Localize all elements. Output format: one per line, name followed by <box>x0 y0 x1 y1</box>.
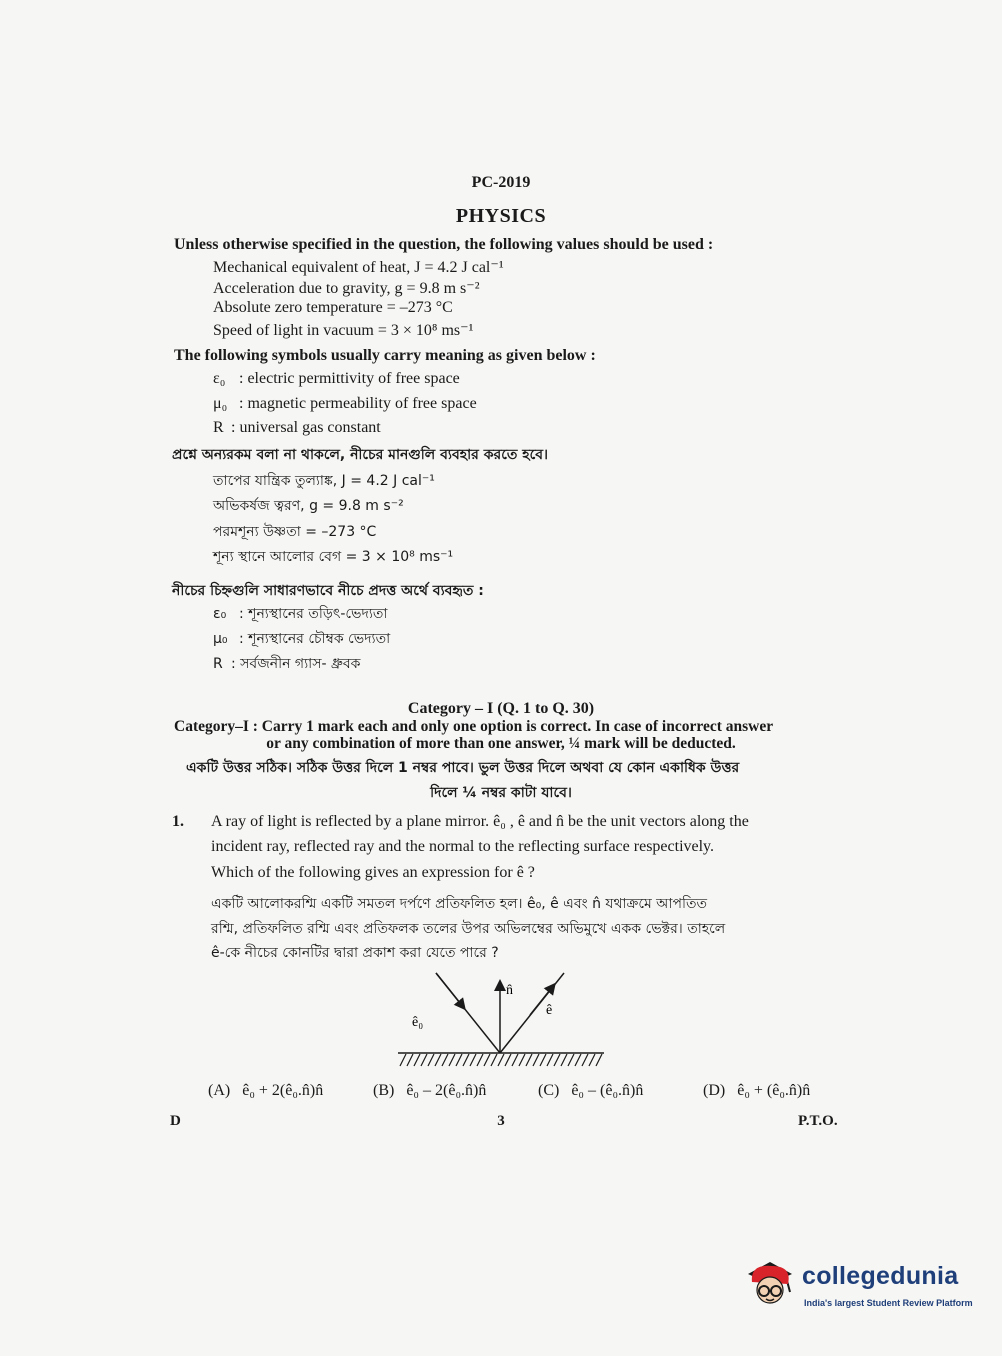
mirror-hatching <box>400 1054 602 1066</box>
option-expression: ê₀ – 2(ê₀.n̂)n̂ <box>406 1082 487 1099</box>
paper-code: PC-2019 <box>471 174 531 191</box>
constant-line-bn: অভিকর্ষজ ত্বরণ, g = 9.8 m s⁻² <box>213 498 404 514</box>
option-label: (B) <box>373 1082 395 1099</box>
constant-line-bn: তাপের যান্ত্রিক তুল্যাঙ্ক, J = 4.2 J cal⁻¹ <box>213 473 435 489</box>
option-d[interactable] <box>703 1082 810 1100</box>
option-label: (C) <box>538 1082 560 1099</box>
normal-label: n̂ <box>506 983 513 998</box>
constant-line: Acceleration due to gravity, g = 9.8 m s⁻² <box>213 280 480 297</box>
question-number: 1. <box>172 813 184 830</box>
subject-title: PHYSICS <box>455 205 547 227</box>
symbol: μ₀ <box>213 631 228 647</box>
incident-label: ê₀ <box>412 1015 424 1030</box>
category-rule-bn: একটি উত্তর সঠিক। সঠিক উত্তর দিলে 1 নম্বর পাবে। ভুল উত্তর দিলে অথবা যে কোন একাধিক উত্তর <box>186 760 740 776</box>
page-number: 3 <box>497 1113 505 1129</box>
option-c[interactable] <box>538 1082 643 1100</box>
footer-pto: P.T.O. <box>798 1113 838 1129</box>
symbol-meaning: : electric permittivity of free space <box>239 370 460 387</box>
symbol-meaning: : universal gas constant <box>231 419 381 436</box>
option-a[interactable] <box>208 1082 323 1100</box>
symbol-meaning: : magnetic permeability of free space <box>239 395 477 412</box>
category-rule: or any combination of more than one answer, ¼ mark will be deducted. <box>266 735 736 752</box>
brand-name: collegedunia <box>802 1262 959 1290</box>
category-title: Category – I (Q. 1 to Q. 30) <box>407 700 595 717</box>
constant-line: Mechanical equivalent of heat, J = 4.2 J cal⁻¹ <box>213 259 504 276</box>
symbol-line-bn <box>213 627 390 651</box>
constant-line: Speed of light in vacuum = 3 × 10⁸ ms⁻¹ <box>213 322 474 339</box>
brand-tagline: India's largest Student Review Platform <box>804 1298 973 1308</box>
symbol-line <box>213 395 477 413</box>
constants-heading: Unless otherwise specified in the question, the following values should be used : <box>174 236 714 253</box>
symbol-line <box>213 370 460 388</box>
constant-line-bn: পরমশূন্য উষ্ণতা = –273 °C <box>213 524 377 540</box>
mascot-icon <box>740 1252 800 1312</box>
collegedunia-logo[interactable] <box>740 1252 980 1322</box>
symbols-heading-bn: নীচের চিহ্নগুলি সাধারণভাবে নীচে প্রদত্ত অর্থে ব্যবহৃত : <box>172 583 484 599</box>
reflected-label: ê <box>546 1003 553 1018</box>
symbol: ε₀ <box>213 370 226 387</box>
symbol-meaning-bn: : শূন্যস্থানের তড়িৎ-ভেদ্যতা <box>239 606 388 622</box>
constants-heading-bn: প্রশ্নে অন্যরকম বলা না থাকলে, নীচের মানগুলি ব্যবহার করতে হবে। <box>172 447 549 463</box>
symbols-heading: The following symbols usually carry meaning as given below : <box>174 347 596 364</box>
option-label: (A) <box>208 1082 231 1099</box>
category-rule-bn: দিলে ¼ নম্বর কাটা যাবে। <box>430 785 572 801</box>
symbol: R <box>213 656 223 672</box>
question-text-bn: একটি আলোকরশ্মি একটি সমতল দর্পণে প্রতিফলিত হল। ê₀, ê এবং n̂ যথাক্রমে আপতিত <box>211 896 708 912</box>
option-b[interactable] <box>373 1082 486 1100</box>
option-label: (D) <box>703 1082 726 1099</box>
symbol-line-bn <box>213 652 360 676</box>
incident-ray-arrow <box>436 973 464 1008</box>
option-expression: ê₀ + (ê₀.n̂)n̂ <box>737 1082 811 1099</box>
question-text-bn: ê-কে নীচের কোনটির দ্বারা প্রকাশ করা যেতে পারে ? <box>211 945 499 961</box>
constant-line: Absolute zero temperature = –273 °C <box>213 299 453 316</box>
constant-line-bn: শূন্য স্থানে আলোর বেগ = 3 × 10⁸ ms⁻¹ <box>213 549 454 565</box>
option-expression: ê₀ + 2(ê₀.n̂)n̂ <box>242 1082 324 1099</box>
category-rule: Category–I : Carry 1 mark each and only one option is correct. In case of incorrect answer <box>174 718 774 735</box>
question-text: Which of the following gives an expression for ê ? <box>211 864 535 881</box>
footer-set-code: D <box>170 1113 181 1129</box>
question-text: A ray of light is reflected by a plane mirror. ê₀ , ê and n̂ be the unit vectors along the <box>211 813 749 830</box>
symbol: μ₀ <box>213 395 228 412</box>
option-expression: ê₀ – (ê₀.n̂)n̂ <box>571 1082 644 1099</box>
symbol-line <box>213 419 381 437</box>
question-text-bn: রশ্মি, প্রতিফলিত রশ্মি এবং প্রতিফলক তলের উপর অভিলম্বের অভিমুখে একক ভেক্টর। তাহলে <box>211 921 726 937</box>
symbol: ε₀ <box>213 606 227 622</box>
symbol-meaning-bn: : শূন্যস্থানের চৌম্বক ভেদ্যতা <box>239 631 391 647</box>
symbol-line-bn <box>213 602 387 626</box>
symbol-meaning-bn: : সর্বজনীন গ্যাস- ধ্রুবক <box>231 656 361 672</box>
reflection-diagram <box>390 968 620 1078</box>
question-text: incident ray, reflected ray and the normal to the reflecting surface respectively. <box>211 838 715 855</box>
symbol: R <box>213 419 224 436</box>
